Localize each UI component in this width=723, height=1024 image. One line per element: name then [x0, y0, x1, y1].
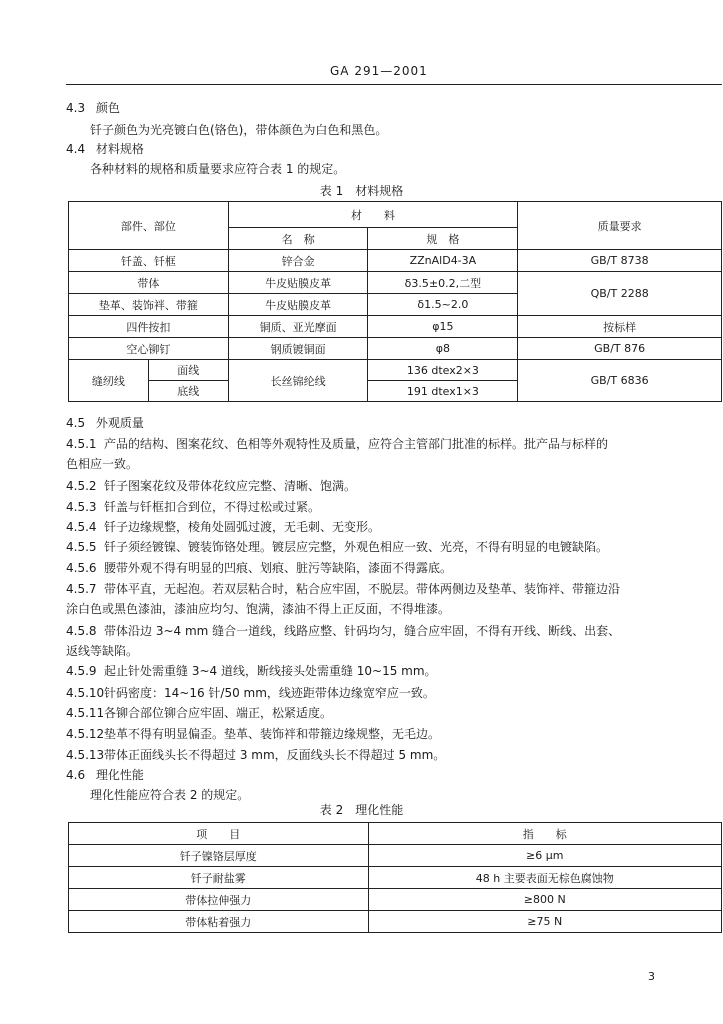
cell-part: 钎盖、钎框 — [69, 250, 229, 272]
cell-spec: δ1.5~2.0 — [368, 294, 518, 316]
clause-number: 4.5.8 — [66, 624, 97, 638]
clause-4-5-6 — [66, 560, 452, 576]
header-part: 部件、部位 — [69, 202, 229, 250]
clause-4-5-11 — [66, 705, 332, 721]
clause-4-5-7 — [66, 581, 620, 597]
section-number: 4.5 — [66, 416, 86, 430]
clause-number: 4.5.4 — [66, 520, 97, 534]
header-index: 指 标 — [368, 823, 721, 845]
cell-quality: QB/T 2288 — [518, 272, 722, 316]
clause-number: 4.5.1 — [66, 437, 97, 451]
table-1-material-spec — [68, 201, 722, 402]
table-row — [69, 867, 722, 889]
cell-part: 带体 — [69, 272, 229, 294]
section-title: 颜色 — [95, 101, 120, 115]
section-4-4-heading — [66, 141, 144, 157]
section-4-5-heading — [66, 415, 144, 431]
section-number: 4.3 — [66, 101, 86, 115]
clause-text: 钎盖与钎框扣合到位，不得过松或过紧。 — [104, 500, 321, 514]
section-4-6-heading — [66, 767, 144, 783]
cell-item: 带体粘着强力 — [69, 911, 369, 933]
section-title: 外观质量 — [95, 416, 144, 430]
clause-4-5-10 — [66, 685, 435, 701]
table-row — [69, 316, 722, 338]
cell-index: ≥6 μm — [368, 845, 721, 867]
clause-4-5-5 — [66, 539, 608, 555]
clause-number: 4.5.9 — [66, 664, 97, 678]
cell-name: 锌合金 — [228, 250, 368, 272]
clause-text: 针码密度：14~16 针/50 mm，线迹距带体边缘宽窄应一致。 — [104, 686, 435, 700]
clause-text: 产品的结构、图案花纹、色相等外观特性及质量，应符合主管部门批准的标样。批产品与标样的 — [104, 437, 609, 451]
section-number: 4.4 — [66, 142, 86, 156]
cell-subpart: 面线 — [148, 360, 228, 381]
table-row — [69, 250, 722, 272]
clause-number: 4.5.12 — [66, 727, 105, 741]
section-title: 理化性能 — [95, 768, 144, 782]
cell-quality: GB/T 876 — [518, 338, 722, 360]
clause-number: 4.5.7 — [66, 582, 97, 596]
section-4-3-text: 钎子颜色为光亮镀白色(铬色)，带体颜色为白色和黑色。 — [90, 123, 388, 137]
cell-spec: δ3.5±0.2,二型 — [368, 272, 518, 294]
clause-number: 4.5.11 — [66, 706, 105, 720]
clause-text: 各铆合部位铆合应牢固、端正，松紧适度。 — [104, 706, 333, 720]
header-quality: 质量要求 — [518, 202, 722, 250]
clause-4-5-7-cont: 涂白色或黑色漆油，漆油应均匀、饱满，漆油不得上正反面，不得堆漆。 — [66, 602, 451, 616]
cell-item: 钎子镍铬层厚度 — [69, 845, 369, 867]
clause-text: 钎子须经镀镍、镀装饰铬处理。镀层应完整，外观色相应一致、光亮，不得有明显的电镀缺陷。 — [104, 540, 609, 554]
clause-number: 4.5.10 — [66, 686, 105, 700]
table-row — [69, 911, 722, 933]
clause-4-5-1 — [66, 436, 608, 452]
cell-spec: ZZnAlD4-3A — [368, 250, 518, 272]
clause-4-5-8-cont: 返线等缺陷。 — [66, 644, 139, 658]
clause-text: 钎子边缘规整，棱角处圆弧过渡，无毛刺、无变形。 — [104, 520, 381, 534]
cell-part: 缝纫线 — [69, 360, 149, 402]
cell-quality: GB/T 8738 — [518, 250, 722, 272]
table-row — [69, 845, 722, 867]
cell-item: 带体拉伸强力 — [69, 889, 369, 911]
table-2-caption: 表 2 理化性能 — [319, 803, 404, 817]
clause-number: 4.5.13 — [66, 748, 105, 762]
cell-name: 铜质、亚光摩面 — [228, 316, 368, 338]
cell-index: ≥800 N — [368, 889, 721, 911]
clause-4-5-9 — [66, 663, 437, 679]
cell-spec: 136 dtex2×3 — [368, 360, 518, 381]
cell-index: ≥75 N — [368, 911, 721, 933]
clause-text: 带体沿边 3~4 mm 缝合一道线，线路应整、针码均匀，缝合应牢固，不得有开线、断线、出套、 — [104, 624, 621, 638]
cell-name: 牛皮贴膜皮革 — [228, 272, 368, 294]
cell-subpart: 底线 — [148, 381, 228, 402]
table-2-physical-chemical — [68, 822, 722, 933]
section-4-6-text: 理化性能应符合表 2 的规定。 — [90, 788, 250, 802]
clause-4-5-2 — [66, 478, 356, 494]
clause-number: 4.5.3 — [66, 500, 97, 514]
clause-4-5-4 — [66, 519, 380, 535]
clause-4-5-12 — [66, 726, 440, 742]
clause-text: 钎子图案花纹及带体花纹应完整、清晰、饱满。 — [104, 479, 357, 493]
cell-quality: 按标样 — [518, 316, 722, 338]
table-1-caption: 表 1 材料规格 — [319, 184, 404, 198]
cell-spec: φ15 — [368, 316, 518, 338]
cell-name: 钢质镀铜面 — [228, 338, 368, 360]
table-row — [69, 272, 722, 294]
cell-spec: 191 dtex1×3 — [368, 381, 518, 402]
cell-name: 牛皮贴膜皮革 — [228, 294, 368, 316]
section-number: 4.6 — [66, 768, 86, 782]
table-row — [69, 889, 722, 911]
cell-part: 空心铆钉 — [69, 338, 229, 360]
clause-text: 起止针处需重缝 3~4 道线，断线接头处需重缝 10~15 mm。 — [104, 664, 437, 678]
clause-4-5-13 — [66, 747, 445, 763]
clause-text: 垫革不得有明显偏歪。垫革、装饰袢和带箍边缘规整，无毛边。 — [104, 727, 441, 741]
header-material: 材 料 — [228, 202, 518, 228]
cell-item: 钎子耐盐雾 — [69, 867, 369, 889]
running-header: GA 291—2001 — [330, 64, 428, 78]
clause-text: 带体平直，无起泡。若双层粘合时，粘合应牢固，不脱层。带体两侧边及垫革、装饰袢、带箍边沿 — [104, 582, 621, 596]
section-title: 材料规格 — [95, 142, 144, 156]
header-name: 名 称 — [228, 228, 368, 250]
clause-4-5-1-cont: 色相应一致。 — [66, 457, 139, 471]
section-4-4-text: 各种材料的规格和质量要求应符合表 1 的规定。 — [90, 162, 346, 176]
header-item: 项 目 — [69, 823, 369, 845]
cell-name: 长丝锦纶线 — [228, 360, 368, 402]
cell-spec: φ8 — [368, 338, 518, 360]
clause-text: 腰带外观不得有明显的凹痕、划痕、脏污等缺陷，漆面不得露底。 — [104, 561, 453, 575]
clause-number: 4.5.2 — [66, 479, 97, 493]
cell-quality: GB/T 6836 — [518, 360, 722, 402]
cell-part: 四件按扣 — [69, 316, 229, 338]
clause-text: 带体正面线头长不得超过 3 mm，反面线头长不得超过 5 mm。 — [104, 748, 446, 762]
table-row — [69, 360, 722, 381]
table-row — [69, 338, 722, 360]
clause-number: 4.5.5 — [66, 540, 97, 554]
cell-part: 垫革、装饰袢、带箍 — [69, 294, 229, 316]
section-4-3-heading — [66, 100, 120, 116]
clause-number: 4.5.6 — [66, 561, 97, 575]
header-rule — [66, 84, 722, 85]
clause-4-5-8 — [66, 623, 620, 639]
header-spec: 规 格 — [368, 228, 518, 250]
cell-index: 48 h 主要表面无棕色腐蚀物 — [368, 867, 721, 889]
page-number: 3 — [648, 970, 655, 983]
clause-4-5-3 — [66, 499, 320, 515]
